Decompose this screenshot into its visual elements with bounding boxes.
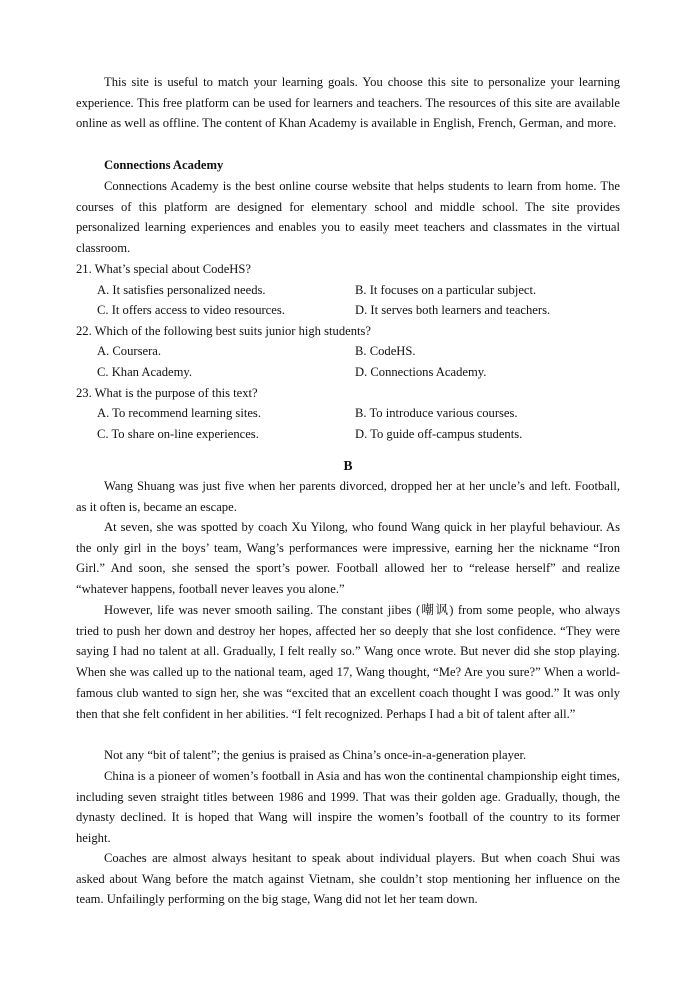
question-21-option-b: B. It focuses on a particular subject. bbox=[355, 283, 537, 297]
question-21-option-c: C. It offers access to video resources. bbox=[97, 303, 285, 317]
question-23-option-d: D. To guide off-campus students. bbox=[355, 427, 523, 441]
khan-academy-paragraph: This site is useful to match your learning goals. You choose this site to personalize your learning experience. This free platform can be used for learners and teachers. The resources of this site are available online as well as offline. The content of Khan Academy is available in English, French, German, and more. bbox=[76, 75, 620, 131]
question-21-option-a: A. It satisfies personalized needs. bbox=[97, 283, 266, 297]
question-23-option-c: C. To share on-line experiences. bbox=[97, 427, 259, 441]
question-22-option-d: D. Connections Academy. bbox=[355, 365, 487, 379]
question-22-option-b: B. CodeHS. bbox=[355, 344, 416, 358]
question-22-option-a: A. Coursera. bbox=[97, 344, 162, 358]
wang-paragraph-2: At seven, she was spotted by coach Xu Yilong, who found Wang quick in her playful behaviour. As the only girl in the boys’ team, Wang’s performances were impressive, earning her the nickname “Iron Girl.” And soon, she sensed the sport’s power. Football allowed her to “release herself” and realize “whatever happens, football never leaves you alone.” bbox=[76, 520, 620, 597]
connections-academy-heading: Connections Academy bbox=[104, 158, 224, 172]
question-22-option-c: C. Khan Academy. bbox=[97, 365, 193, 379]
section-b-label: B bbox=[343, 458, 353, 473]
question-21-stem: 21. What’s special about CodeHS? bbox=[76, 262, 251, 276]
question-21-option-d: D. It serves both learners and teachers. bbox=[355, 303, 551, 317]
wang-paragraph-5: China is a pioneer of women’s football in Asia and has won the continental championship eight times, including seven straight titles between 1986 and 1999. That was their golden age. Gradually, though, the dynasty declined. It is hoped that Wang will inspire the women’s football of the country to its former height. bbox=[76, 769, 620, 846]
question-23-stem: 23. What is the purpose of this text? bbox=[76, 386, 258, 400]
wang-paragraph-1: Wang Shuang was just five when her parents divorced, dropped her at her uncle’s and left. Football, as it often is, became an escape. bbox=[76, 479, 620, 514]
wang-paragraph-4: Not any “bit of talent”; the genius is praised as China’s once-in-a-generation player. bbox=[104, 748, 527, 762]
question-22-stem: 22. Which of the following best suits junior high students? bbox=[76, 324, 371, 338]
wang-paragraph-6: Coaches are almost always hesitant to speak about individual players. But when coach Shui was asked about Wang before the match against Vietnam, she couldn’t stop mentioning her influence on the team. Unfailingly performing on the big stage, Wang did not let her team down. bbox=[76, 851, 620, 907]
question-23-option-b: B. To introduce various courses. bbox=[355, 406, 518, 420]
question-23-option-a: A. To recommend learning sites. bbox=[97, 406, 261, 420]
connections-academy-paragraph: Connections Academy is the best online course website that helps students to learn from home. The courses of this platform are designed for elementary school and middle school. The site provides personalized learning experiences and enables you to easily meet teachers and classmates in the virtual classroom. bbox=[76, 179, 620, 256]
wang-paragraph-3: However, life was never smooth sailing. The constant jibes (嘲讽) from some people, who always tried to push her down and destroy her hopes, affected her so deeply that she lost confidence. “They were saying I had no talent at all. Gradually, I felt really so.” Wang once wrote. But never did she stop playing. When she was called up to the national team, aged 17, Wang thought, “Me? Are you sure?” When a world-famous club wanted to sign her, she was “excited that an excellent coach thought I was good.” It was only then that she felt confident in her abilities. “I felt recognized. Perhaps I had a bit of talent after all.” bbox=[76, 603, 620, 721]
